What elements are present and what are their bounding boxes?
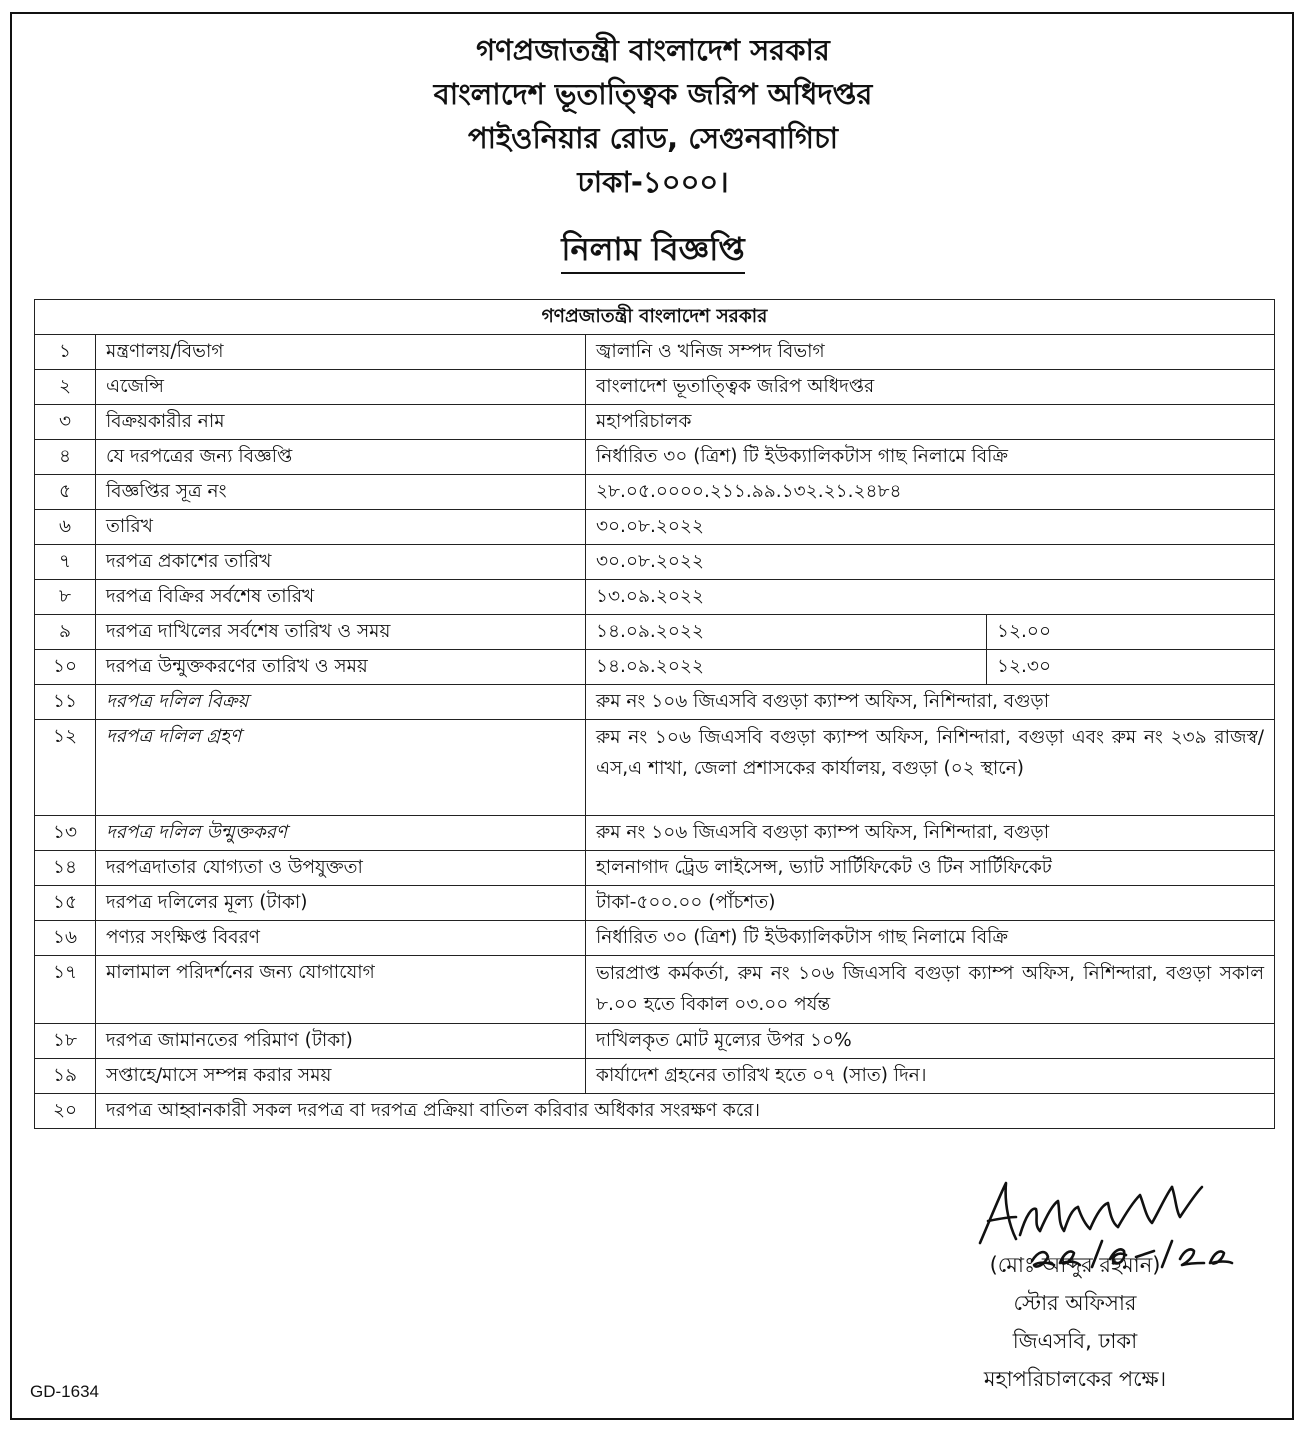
row-number: ১৫ bbox=[35, 886, 96, 921]
header-government: গণপ্রজাতন্ত্রী বাংলাদেশ সরকার bbox=[476, 33, 830, 67]
row-number: ৯ bbox=[35, 615, 96, 650]
table-row bbox=[35, 405, 1275, 440]
notice-title: নিলাম বিজ্ঞপ্তি bbox=[561, 228, 744, 274]
row-label: বিজ্ঞপ্তির সূত্র নং bbox=[96, 475, 586, 510]
row-label: দরপত্র দলিল উন্মুক্তকরণ bbox=[96, 816, 586, 851]
row-value: ১৪.০৯.২০২২ bbox=[586, 615, 987, 650]
row-value: দাখিলকৃত মোট মূল্যের উপর ১০% bbox=[586, 1024, 1275, 1059]
row-label: দরপত্র দলিল গ্রহণ bbox=[96, 720, 586, 816]
row-label: দরপত্রদাতার যোগ্যতা ও উপযুক্ততা bbox=[96, 851, 586, 886]
row-number: ২০ bbox=[35, 1094, 96, 1129]
row-label: দরপত্র উন্মুক্তকরণের তারিখ ও সময় bbox=[96, 650, 586, 685]
office-header bbox=[0, 28, 1306, 204]
header-road: পাইওনিয়ার রোড, সেগুনবাগিচা bbox=[467, 121, 839, 155]
row-value: ৩০.০৮.২০২২ bbox=[586, 545, 1275, 580]
table-row bbox=[35, 1024, 1275, 1059]
signatory-designation: স্টোর অফিসার bbox=[1013, 1291, 1137, 1315]
row-number: ৭ bbox=[35, 545, 96, 580]
signatory-name: (মোঃ আব্দুর রহমান) bbox=[989, 1253, 1161, 1277]
row-label: যে দরপত্রের জন্য বিজ্ঞপ্তি bbox=[96, 440, 586, 475]
row-value: মহাপরিচালক bbox=[586, 405, 1275, 440]
row-value: টাকা-৫০০.০০ (পাঁচশত) bbox=[586, 886, 1275, 921]
table-row bbox=[35, 1094, 1275, 1129]
table-row bbox=[35, 720, 1275, 816]
row-number: ৪ bbox=[35, 440, 96, 475]
row-label: মালামাল পরিদর্শনের জন্য যোগাযোগ bbox=[96, 956, 586, 1024]
header-city: ঢাকা-১০০০। bbox=[577, 165, 729, 199]
row-label: এজেন্সি bbox=[96, 370, 586, 405]
row-time: ১২.৩০ bbox=[987, 650, 1275, 685]
row-number: ৫ bbox=[35, 475, 96, 510]
table-heading-row bbox=[35, 300, 1275, 335]
row-label: তারিখ bbox=[96, 510, 586, 545]
row-number: ১৪ bbox=[35, 851, 96, 886]
row-value: বাংলাদেশ ভূতাত্ত্বিক জরিপ অধিদপ্তর bbox=[586, 370, 1275, 405]
row-value: ১৪.০৯.২০২২ bbox=[586, 650, 987, 685]
table-row bbox=[35, 1059, 1275, 1094]
row-value: ২৮.০৫.০০০০.২১১.৯৯.১৩২.২১.২৪৮৪ bbox=[586, 475, 1275, 510]
row-value: ৩০.০৮.২০২২ bbox=[586, 510, 1275, 545]
row-value: রুম নং ১০৬ জিএসবি বগুড়া ক্যাম্প অফিস, নিশিন্দারা, বগুড়া এবং রুম নং ২৩৯ রাজস্ব/এস,এ শাখা, জেলা প্রশাসকের কার্যালয়, বগুড়া (০২ স্থানে) bbox=[586, 720, 1275, 816]
row-number: ৬ bbox=[35, 510, 96, 545]
row-number: ১৩ bbox=[35, 816, 96, 851]
row-value: নির্ধারিত ৩০ (ত্রিশ) টি ইউক্যালিকটাস গাছ নিলামে বিক্রি bbox=[586, 921, 1275, 956]
notice-title-wrap bbox=[0, 228, 1306, 274]
row-label: মন্ত্রণালয়/বিভাগ bbox=[96, 335, 586, 370]
row-number: ১৯ bbox=[35, 1059, 96, 1094]
row-label: দরপত্র দাখিলের সর্বশেষ তারিখ ও সময় bbox=[96, 615, 586, 650]
row-number: ১০ bbox=[35, 650, 96, 685]
header-department: বাংলাদেশ ভূতাত্ত্বিক জরিপ অধিদপ্তর bbox=[433, 77, 873, 111]
row-value: ১৩.০৯.২০২২ bbox=[586, 580, 1275, 615]
table-row bbox=[35, 510, 1275, 545]
table-row bbox=[35, 851, 1275, 886]
row-number: ১ bbox=[35, 335, 96, 370]
row-label: দরপত্র প্রকাশের তারিখ bbox=[96, 545, 586, 580]
row-number: ১১ bbox=[35, 685, 96, 720]
table-row bbox=[35, 921, 1275, 956]
table-row bbox=[35, 650, 1275, 685]
table-row bbox=[35, 886, 1275, 921]
row-number: ১৭ bbox=[35, 956, 96, 1024]
row-label: দরপত্র দলিল বিক্রয় bbox=[96, 685, 586, 720]
signatory-on-behalf: মহাপরিচালকের পক্ষে। bbox=[983, 1367, 1167, 1391]
row-value: নির্ধারিত ৩০ (ত্রিশ) টি ইউক্যালিকটাস গাছ নিলামে বিক্রি bbox=[586, 440, 1275, 475]
row-value: রুম নং ১০৬ জিএসবি বগুড়া ক্যাম্প অফিস, নিশিন্দারা, বগুড়া bbox=[586, 685, 1275, 720]
row-label: দরপত্র বিক্রির সর্বশেষ তারিখ bbox=[96, 580, 586, 615]
row-time: ১২.০০ bbox=[987, 615, 1275, 650]
row-value: কার্যাদেশ গ্রহনের তারিখ হতে ০৭ (সাত) দিন। bbox=[586, 1059, 1275, 1094]
signatory-office: জিএসবি, ঢাকা bbox=[1012, 1329, 1138, 1353]
row-value: ভারপ্রাপ্ত কর্মকর্তা, রুম নং ১০৬ জিএসবি বগুড়া ক্যাম্প অফিস, নিশিন্দারা, বগুড়া সকাল ৮.০০ হতে বিকাল ০৩.০০ পর্যন্ত bbox=[586, 956, 1275, 1024]
table-row bbox=[35, 475, 1275, 510]
row-label: সপ্তাহে/মাসে সম্পন্ন করার সময় bbox=[96, 1059, 586, 1094]
row-number: ৮ bbox=[35, 580, 96, 615]
row-number: ১৮ bbox=[35, 1024, 96, 1059]
row-value: জ্বালানি ও খনিজ সম্পদ বিভাগ bbox=[586, 335, 1275, 370]
row-label: বিক্রয়কারীর নাম bbox=[96, 405, 586, 440]
row-number: ২ bbox=[35, 370, 96, 405]
table-row bbox=[35, 545, 1275, 580]
row-number: ১২ bbox=[35, 720, 96, 816]
table-row bbox=[35, 370, 1275, 405]
table-heading: গণপ্রজাতন্ত্রী বাংলাদেশ সরকার bbox=[35, 300, 1275, 335]
table-row bbox=[35, 816, 1275, 851]
row-label: দরপত্র দলিলের মূল্য (টাকা) bbox=[96, 886, 586, 921]
notice-table bbox=[34, 299, 1275, 1129]
table-row bbox=[35, 956, 1275, 1024]
row-label: পণ্যর সংক্ষিপ্ত বিবরণ bbox=[96, 921, 586, 956]
row-number: ১৬ bbox=[35, 921, 96, 956]
table-row bbox=[35, 685, 1275, 720]
table-row bbox=[35, 440, 1275, 475]
table-row bbox=[35, 580, 1275, 615]
row-label: দরপত্র আহ্বানকারী সকল দরপত্র বা দরপত্র প্রক্রিয়া বাতিল করিবার অধিকার সংরক্ষণ করে। bbox=[96, 1094, 1275, 1129]
row-label: দরপত্র জামানতের পরিমাণ (টাকা) bbox=[96, 1024, 586, 1059]
table-row bbox=[35, 615, 1275, 650]
row-value: রুম নং ১০৬ জিএসবি বগুড়া ক্যাম্প অফিস, নিশিন্দারা, বগুড়া bbox=[586, 816, 1275, 851]
gd-code: GD-1634 bbox=[30, 1382, 99, 1401]
table-row bbox=[35, 335, 1275, 370]
row-value: হালনাগাদ ট্রেড লাইসেন্স, ভ্যাট সার্টিফিকেট ও টিন সার্টিফিকেট bbox=[586, 851, 1275, 886]
row-number: ৩ bbox=[35, 405, 96, 440]
